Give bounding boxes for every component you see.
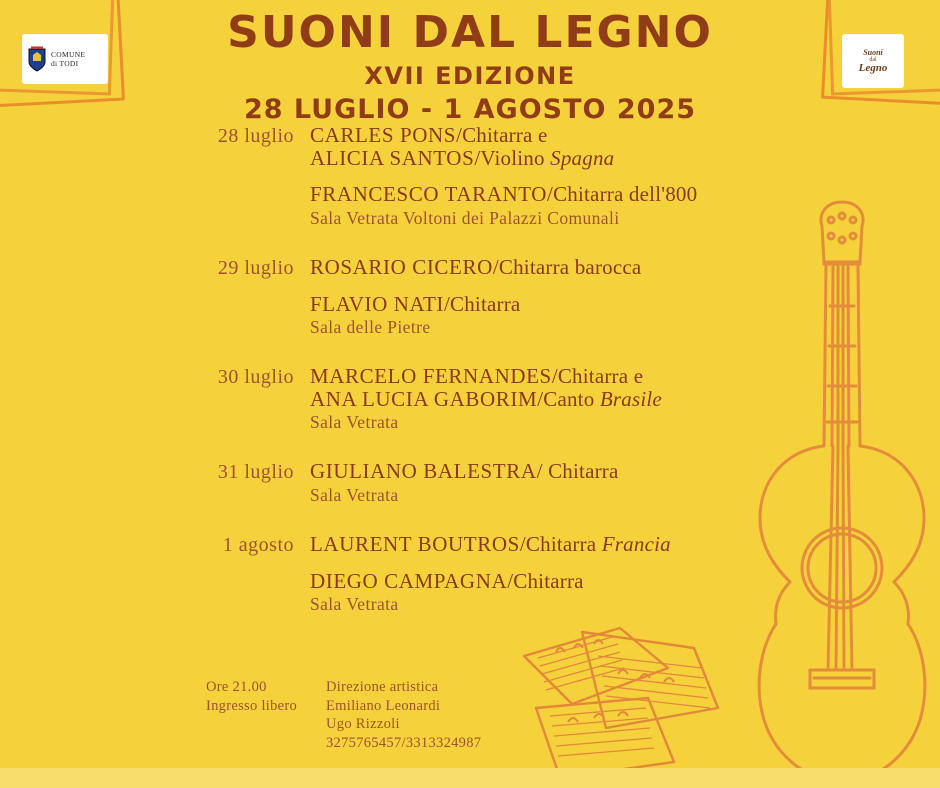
day-date: 29 luglio: [217, 256, 294, 279]
comune-line2: di TODI: [51, 59, 79, 68]
event-country: Brasile: [599, 386, 662, 411]
event-performer: MARCELO FERNANDES: [310, 364, 552, 389]
day-date: 30 luglio: [217, 366, 294, 389]
program-event: [310, 460, 880, 507]
festival-logo-line1: Suoni: [863, 47, 883, 57]
program-event: [310, 365, 880, 434]
program-day: [0, 460, 880, 507]
footer-info-left: [206, 678, 302, 752]
event-performer: CARLES PONS: [310, 123, 457, 147]
poster-header: [0, 7, 940, 126]
event-role: /Chitarra: [507, 568, 584, 593]
program-list: [0, 124, 880, 642]
festival-logo-line2: dal: [869, 56, 877, 63]
festival-logo-line3: Legno: [858, 61, 888, 74]
event-role: /Chitarra e: [551, 364, 644, 389]
event-venue: Sala Vetrata: [310, 594, 399, 615]
footer-admission: Ingresso libero: [206, 697, 298, 714]
program-event: [310, 533, 880, 556]
event-role: /Chitarra dell'800: [547, 182, 698, 207]
program-day: [0, 124, 880, 230]
program-event: [310, 183, 880, 230]
poster-dates: 28 LUGLIO - 1 AGOSTO 2025: [243, 94, 697, 126]
poster-title: SUONI DAL LEGNO: [227, 7, 713, 58]
footer-director-2: Ugo Rizzoli: [326, 716, 400, 733]
footer-phones: 3275765457/3313324987: [326, 734, 482, 751]
event-venue: Sala delle Pietre: [310, 317, 431, 338]
program-event: [310, 293, 880, 340]
event-country: Spagna: [550, 145, 615, 170]
event-performer: FLAVIO NATI: [310, 291, 444, 316]
event-role: /Chitarra barocca: [492, 254, 642, 279]
program-event: [310, 124, 880, 169]
day-date: 31 luglio: [217, 461, 294, 484]
day-date: 28 luglio: [217, 125, 294, 147]
bottom-strip: [0, 768, 940, 788]
event-venue: Sala Vetrata: [310, 485, 399, 505]
event-role: / Chitarra: [536, 459, 619, 484]
footer-director-1: Emiliano Leonardi: [326, 697, 441, 714]
poster-footer: [206, 678, 481, 752]
program-day: [0, 256, 880, 339]
footer-direction-label: Direzione artistica: [326, 679, 439, 695]
program-event: [310, 256, 880, 279]
program-day: [0, 365, 880, 434]
event-performer: FRANCESCO TARANTO: [310, 182, 548, 207]
event-performer: ROSARIO CICERO: [310, 254, 493, 279]
event-role-2: /Canto: [537, 386, 595, 411]
comune-line1: COMUNE: [51, 50, 86, 59]
poster-edition: XVII EDIZIONE: [364, 62, 576, 91]
event-role-2: /Violino: [474, 145, 545, 170]
footer-time: Ore 21.00: [206, 679, 267, 695]
program-day: [0, 533, 880, 616]
day-date: 1 agosto: [222, 533, 294, 556]
event-role: /Chitarra e: [456, 123, 548, 147]
program-event: [310, 570, 880, 617]
event-role: /Chitarra: [519, 531, 597, 556]
event-country: Francia: [601, 531, 671, 556]
event-performer: DIEGO CAMPAGNA: [310, 568, 508, 593]
event-performer: LAURENT BOUTROS: [310, 531, 520, 556]
event-performer: GIULIANO BALESTRA: [310, 459, 537, 484]
event-venue: Sala Vetrata Voltoni dei Palazzi Comunali: [310, 208, 620, 229]
footer-info-right: [326, 678, 481, 752]
event-role: /Chitarra: [443, 291, 521, 316]
event-venue: Sala Vetrata: [310, 412, 399, 433]
event-performer-2: ANA LUCIA GABORIM: [310, 386, 538, 411]
event-performer-2: ALICIA SANTOS: [310, 145, 475, 170]
